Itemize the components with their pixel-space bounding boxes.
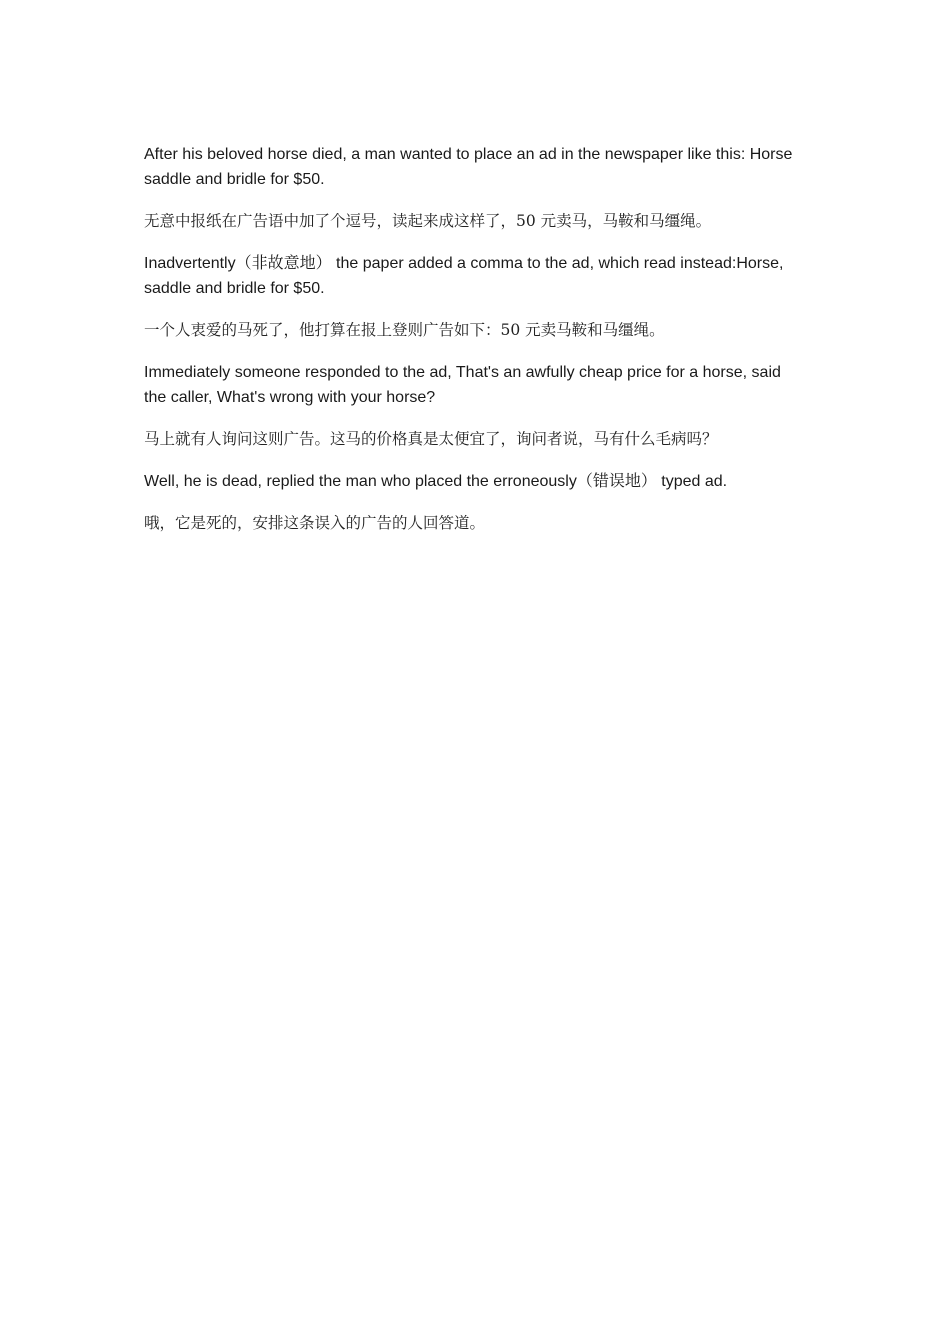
document-body [144, 142, 794, 553]
paragraph-english-1: After his beloved horse died, a man wanted to place an ad in the newspaper like this: Horse saddle and bridle for $50. [144, 146, 793, 188]
paragraph-chinese-1: 无意中报纸在广告语中加了个逗号，读起来成这样了，50 元卖马，马鞍和马缰绳。 [144, 212, 712, 230]
paragraph-english-4: Well, he is dead, replied the man who placed the erroneously（错误地） typed ad. [144, 473, 728, 490]
paragraph-chinese-3: 马上就有人询问这则广告。这马的价格真是太便宜了，询问者说，马有什么毛病吗？ [144, 430, 718, 448]
paragraph-english-3: Immediately someone responded to the ad, That's an awfully cheap price for a horse, said the caller, What's wrong with your horse? [144, 364, 781, 406]
paragraph-chinese-4: 哦，它是死的，安排这条误入的广告的人回答道。 [144, 514, 486, 532]
paragraph-english-2: Inadvertently（非故意地） the paper added a comma to the ad, which read instead:Horse, saddle and bridle for $50. [144, 255, 784, 297]
paragraph-chinese-2: 一个人衷爱的马死了，他打算在报上登则广告如下：50 元卖马鞍和马缰绳。 [144, 321, 665, 339]
